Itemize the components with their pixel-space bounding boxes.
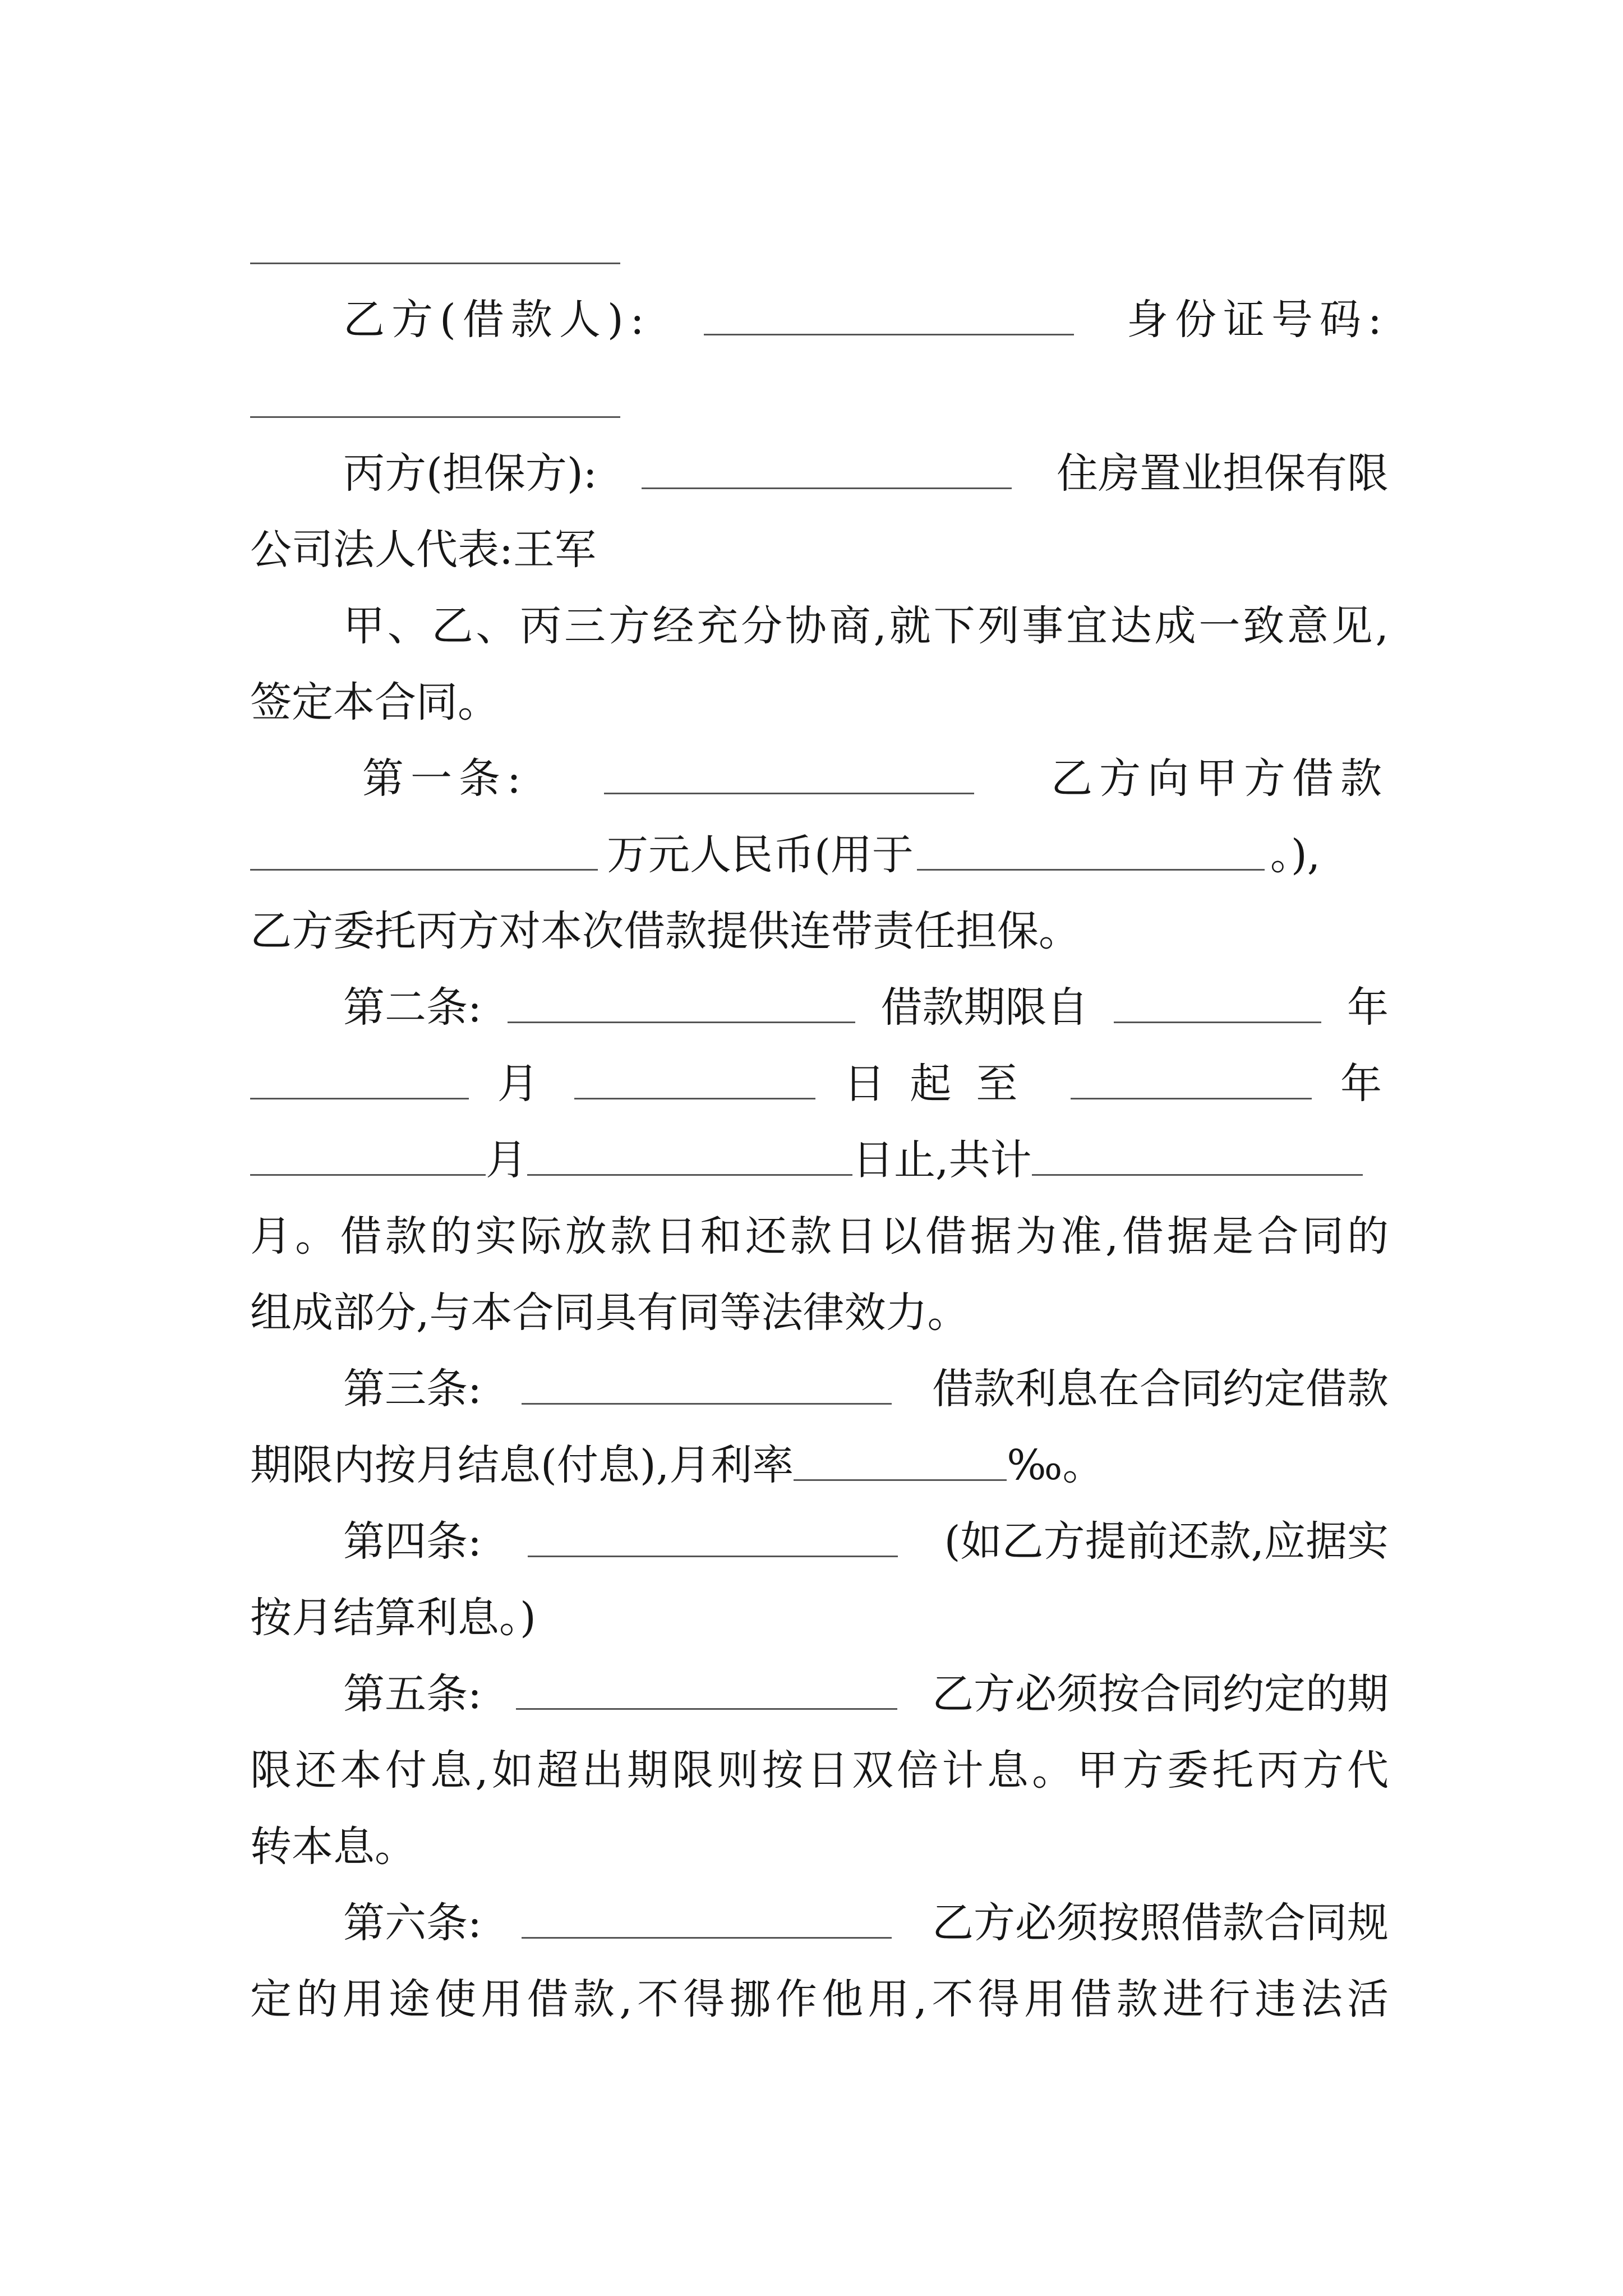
article-6-line-2 (250, 1971, 1394, 2027)
end-year-blank (1071, 1098, 1312, 1099)
purpose-blank (917, 869, 1265, 871)
end-day-blank (527, 1174, 852, 1176)
article-3-text: 借款利息在合同约定借款 (932, 1365, 1389, 1413)
party-c-label: 丙方(担保方): (343, 449, 597, 498)
article-6-text: 乙方必须按照借款合同规 (932, 1899, 1389, 1947)
article-2-text-2: 组成部分,与本合同具有同等法律效力。 (250, 1289, 969, 1337)
article-3-line-2 (250, 1437, 1389, 1493)
article-1-line-3 (250, 903, 1389, 959)
article-5-line-2 (250, 1742, 1393, 1798)
start-to-label: 日起至 (843, 1060, 1043, 1108)
interest-text: 期限内按月结息(付息),月利率 (250, 1441, 794, 1489)
month-label: 月 (497, 1060, 546, 1108)
article-5-label: 第五条: (343, 1670, 482, 1718)
party-b-label: 乙方(借款人): (343, 296, 651, 344)
start-year-blank (1114, 1022, 1321, 1023)
total-months-blank (1032, 1174, 1363, 1176)
article-1-line-2 (250, 827, 1389, 883)
guarantee-text: 乙方委托丙方对本次借款提供连带责任担保。 (250, 907, 1080, 955)
article-3-blank (522, 1403, 892, 1405)
loan-term-from: 借款期限自 (880, 983, 1089, 1032)
article-4-text: (如乙方提前还款,应据实 (944, 1517, 1389, 1566)
amount-text: 万元人民币(用于 (607, 831, 914, 879)
article-6-line (343, 1895, 1389, 1951)
article-5-blank (516, 1708, 897, 1710)
start-month-blank (250, 1098, 469, 1099)
article-2-blank (508, 1022, 855, 1023)
article-2-text: 月。借款的实际放款日和还款日以借据为准,借据是合同的 (250, 1212, 1393, 1260)
blank-line (250, 263, 620, 264)
article-2-label: 第二条: (343, 983, 482, 1032)
article-2-line (343, 979, 1389, 1036)
end-day-label: 日止,共计 (852, 1136, 1032, 1184)
party-b-line (343, 292, 1389, 348)
article-3-line (343, 1361, 1389, 1417)
intro-text-2: 签定本合同。 (250, 678, 499, 726)
article-6-text-2: 定的用途使用借款,不得挪作他用,不得用借款进行违法活 (250, 1975, 1394, 2023)
article-2-line-5 (250, 1285, 1389, 1341)
end-month-label: 月 (486, 1136, 527, 1184)
article-4-text-2: 按月结算利息。) (250, 1594, 536, 1642)
start-day-blank (574, 1098, 815, 1099)
end-month-blank (250, 1174, 486, 1176)
article-5-line-3 (250, 1819, 1389, 1875)
article-4-label: 第四条: (343, 1517, 482, 1566)
id-number-blank (250, 416, 620, 418)
amount-blank (250, 869, 598, 871)
article-5-line (343, 1666, 1389, 1722)
article-2-line-3 (250, 1132, 1389, 1188)
article-5-text-2: 限还本付息,如超出期限则按日双倍计息。甲方委托丙方代 (250, 1746, 1393, 1795)
end-year-label: 年 (1340, 1060, 1389, 1108)
article-1-label: 第一条: (362, 754, 528, 803)
intro-line-2 (250, 674, 1389, 730)
legal-rep-line (250, 522, 1389, 578)
article-4-blank (528, 1556, 898, 1557)
permille-text: ‰。 (1007, 1441, 1104, 1489)
article-2-line-2 (250, 1056, 1389, 1112)
article-4-line (343, 1513, 1389, 1570)
purpose-end: 。), (1270, 831, 1321, 879)
article-6-blank (522, 1937, 892, 1939)
article-4-line-2 (250, 1590, 1389, 1646)
party-c-blank (642, 487, 1012, 489)
party-c-company: 住房置业担保有限 (1056, 449, 1389, 498)
article-1-blank (604, 793, 974, 794)
article-3-label: 第三条: (343, 1365, 482, 1413)
intro-line (343, 598, 1389, 654)
article-1-line (362, 751, 1389, 807)
article-1-text: 乙方向甲方借款 (1051, 754, 1389, 803)
article-2-line-4 (250, 1208, 1393, 1264)
rate-blank (794, 1479, 1007, 1481)
year-label: 年 (1347, 983, 1389, 1032)
article-5-text: 乙方必须按合同约定的期 (932, 1670, 1389, 1718)
id-number-label: 身份证号码: (1127, 296, 1389, 344)
party-c-line (343, 445, 1389, 501)
intro-text: 甲、乙、丙三方经充分协商,就下列事宜达成一致意见, (343, 602, 1391, 650)
article-6-label: 第六条: (343, 1899, 482, 1947)
legal-rep-text: 公司法人代表:王军 (250, 526, 596, 574)
article-5-text-3: 转本息。 (250, 1823, 416, 1871)
party-b-blank (704, 334, 1074, 335)
